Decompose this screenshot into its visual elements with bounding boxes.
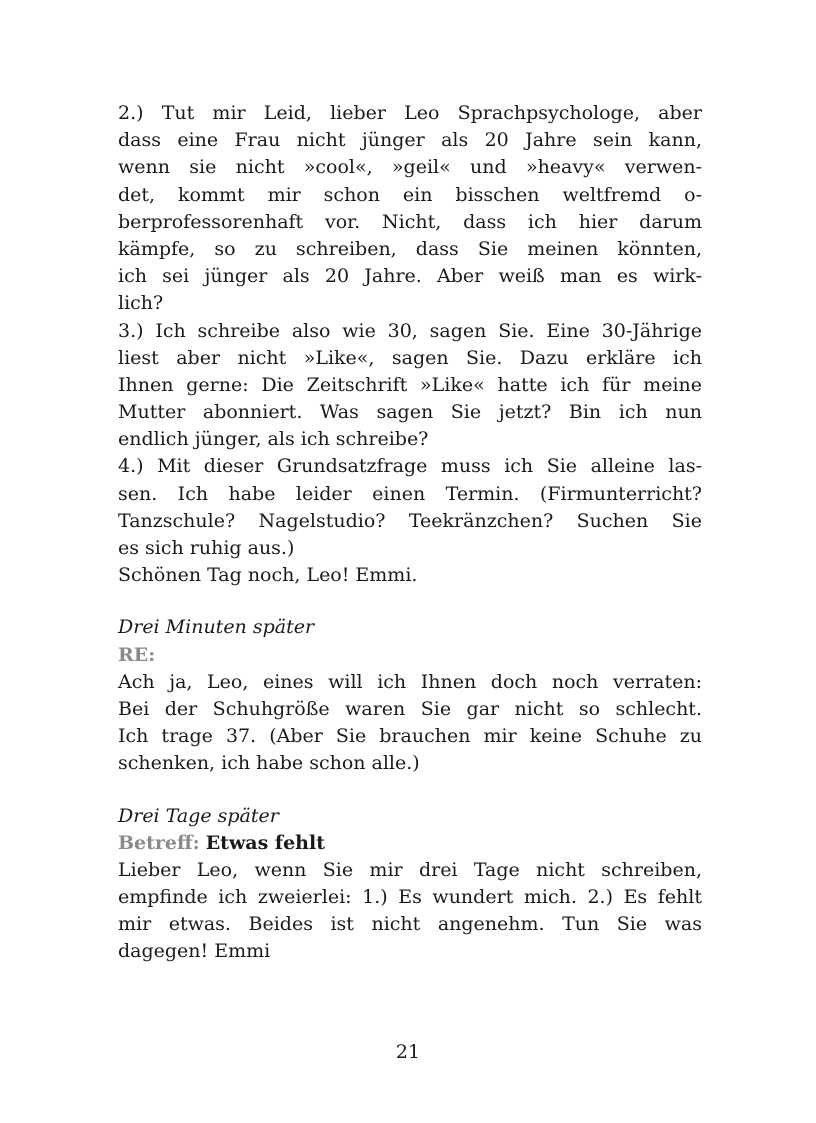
text-line: wenn sie nicht »cool«, »geil« und »heavy« verwen- — [118, 156, 702, 179]
text-line: det, kommt mir schon ein bisschen weltfremd o- — [118, 183, 702, 206]
page-number: 21 — [395, 1041, 421, 1063]
text-line: Ich trage 37. (Aber Sie brauchen mir keine Schuhe zu — [118, 725, 702, 748]
text-line: Schönen Tag noch, Leo! Emmi. — [118, 564, 418, 587]
text-line: Tanzschule? Nagelstudio? Teekränzchen? Suchen Sie — [118, 509, 702, 532]
message-drei-tage — [118, 803, 702, 966]
text-line: schenken, ich habe schon alle.) — [118, 752, 420, 775]
text-line: 2.) Tut mir Leid, lieber Leo Sprachpsychologe, aber — [118, 102, 702, 124]
subject-line — [118, 830, 702, 857]
subject-label: Betreff: — [118, 831, 200, 854]
text-line: Bei der Schuhgröße waren Sie gar nicht so schlecht. — [118, 697, 702, 720]
text-line: 4.) Mit dieser Grundsatzfrage muss ich Sie alleine las- — [118, 455, 702, 478]
text-line: lich? — [118, 292, 164, 315]
letter-continuation — [118, 100, 702, 589]
text-line: Lieber Leo, wenn Sie mir drei Tage nicht schreiben, — [118, 858, 702, 881]
page-body — [118, 100, 702, 966]
message-time-heading: Drei Minuten später — [118, 616, 315, 639]
subject-text: Etwas fehlt — [205, 831, 325, 854]
section-spacer — [118, 589, 702, 614]
text-line: sen. Ich habe leider einen Termin. (Firmunterricht? — [118, 482, 702, 505]
text-line: Mutter abonniert. Was sagen Sie jetzt? Bin ich nun — [118, 401, 702, 424]
text-line: 3.) Ich schreibe also wie 30, sagen Sie. Eine 30-Jährige — [118, 319, 702, 342]
text-line: dagegen! Emmi — [118, 940, 271, 963]
text-line: endlich jünger, als ich schreibe? — [118, 428, 429, 451]
section-spacer — [118, 778, 702, 803]
message-drei-minuten — [118, 614, 702, 777]
text-line: empfinde ich zweierlei: 1.) Es wundert mich. 2.) Es fehlt — [118, 886, 702, 909]
subject-label: RE: — [118, 643, 156, 666]
text-line: mir etwas. Beides ist nicht angenehm. Tun Sie was — [118, 913, 702, 936]
text-line: Ach ja, Leo, eines will ich Ihnen doch noch verraten: — [118, 670, 702, 693]
text-line: liest aber nicht »Like«, sagen Sie. Dazu erkläre ich — [118, 346, 702, 369]
text-line: Ihnen gerne: Die Zeitschrift »Like« hatte ich für meine — [118, 373, 702, 396]
text-line: berprofessorenhaft vor. Nicht, dass ich hier darum — [118, 210, 702, 233]
text-line: ich sei jünger als 20 Jahre. Aber weiß man es wirk- — [118, 265, 702, 288]
text-line: dass eine Frau nicht jünger als 20 Jahre sein kann, — [118, 129, 702, 152]
text-line: kämpfe, so zu schreiben, dass Sie meinen könnten, — [118, 237, 702, 260]
message-time-heading: Drei Tage später — [118, 804, 279, 827]
text-line: es sich ruhig aus.) — [118, 537, 295, 559]
